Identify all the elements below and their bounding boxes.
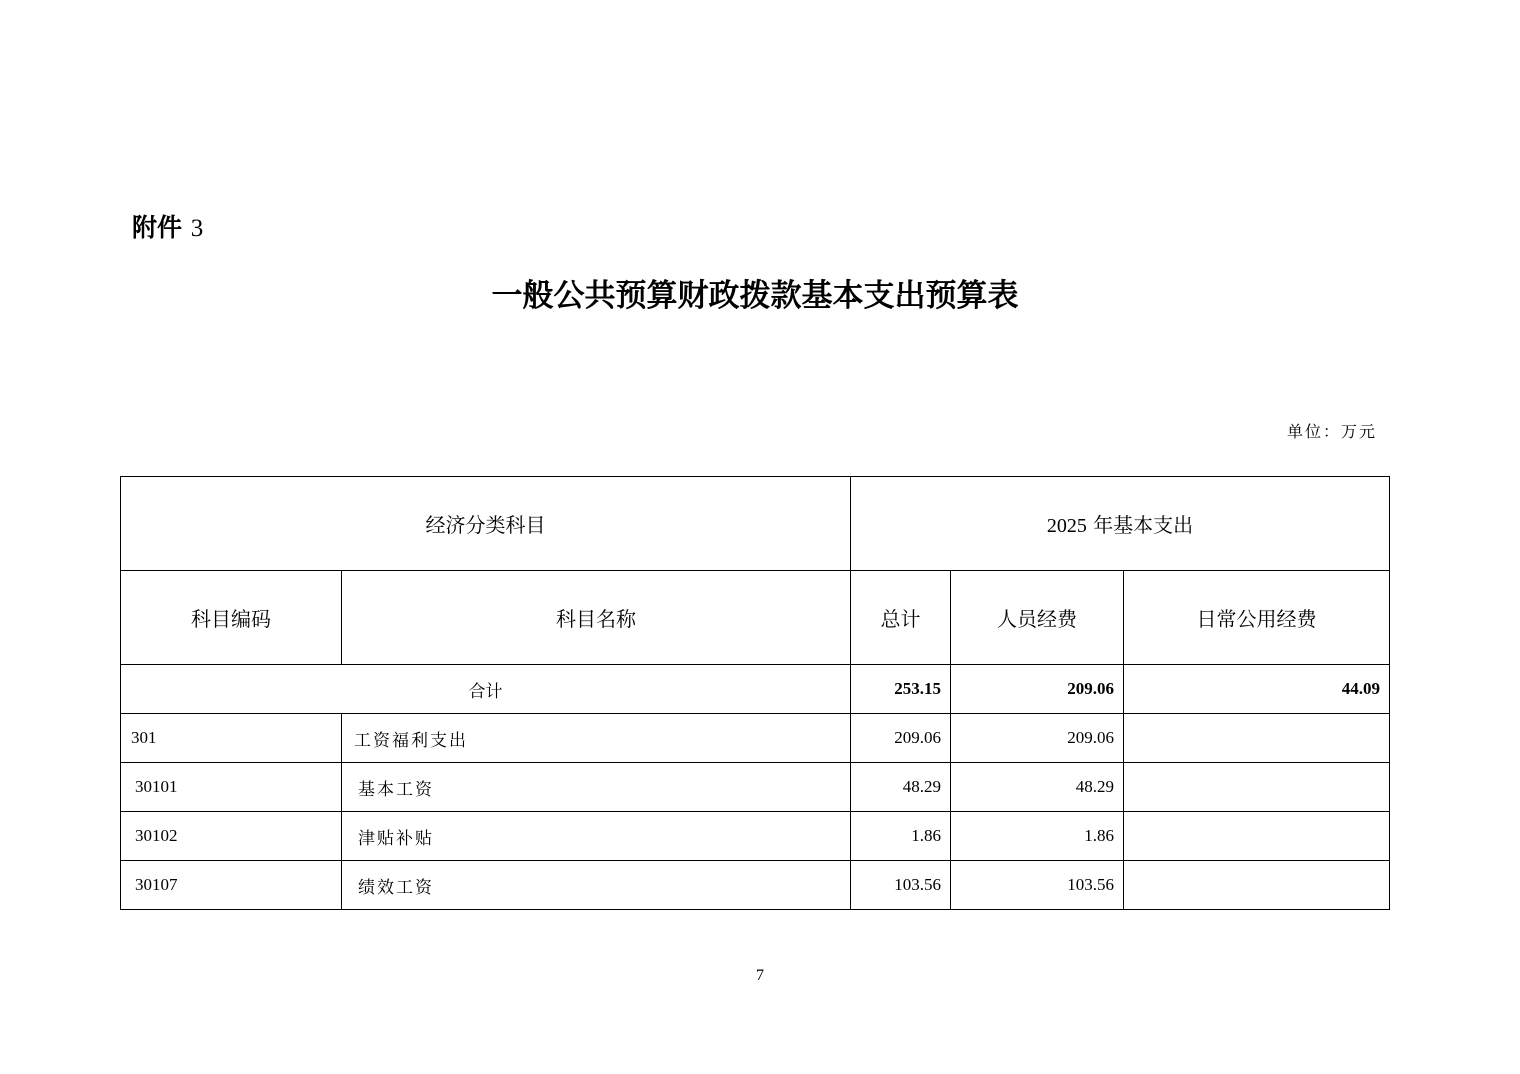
row-public [1124, 812, 1390, 861]
row-code: 301 [121, 714, 342, 763]
column-header-code: 科目编码 [121, 571, 342, 665]
row-personnel: 48.29 [951, 763, 1124, 812]
attachment-label [132, 208, 203, 244]
row-public [1124, 714, 1390, 763]
row-name: 基本工资 [342, 763, 851, 812]
total-label: 合计 [121, 665, 851, 714]
year-suffix: 年基本支出 [1093, 513, 1194, 537]
row-total: 48.29 [851, 763, 951, 812]
total-row [121, 665, 1390, 714]
column-header-public: 日常公用经费 [1124, 571, 1390, 665]
table-row [121, 714, 1390, 763]
column-header-total: 总计 [851, 571, 951, 665]
attachment-prefix: 附件 [132, 213, 183, 242]
row-name: 绩效工资 [342, 861, 851, 910]
table-row [121, 861, 1390, 910]
year-expenditure-header [851, 477, 1390, 571]
total-personnel: 209.06 [951, 665, 1124, 714]
row-total: 103.56 [851, 861, 951, 910]
document-title: 一般公共预算财政拨款基本支出预算表 [491, 278, 1019, 314]
economic-category-header: 经济分类科目 [121, 477, 851, 571]
attachment-number: 3 [190, 215, 204, 242]
row-total: 209.06 [851, 714, 951, 763]
row-name: 工资福利支出 [342, 714, 851, 763]
column-header-name: 科目名称 [342, 571, 851, 665]
row-personnel: 103.56 [951, 861, 1124, 910]
unit-label: 单位：万元 [1286, 422, 1377, 441]
page-number: 7 [756, 967, 764, 984]
group-header-row [121, 477, 1390, 571]
column-header-row [121, 571, 1390, 665]
row-code: 30107 [121, 861, 342, 910]
row-code: 30102 [121, 812, 342, 861]
row-public [1124, 763, 1390, 812]
total-sum: 253.15 [851, 665, 951, 714]
row-personnel: 209.06 [951, 714, 1124, 763]
row-name: 津贴补贴 [342, 812, 851, 861]
budget-table [120, 476, 1390, 910]
row-total: 1.86 [851, 812, 951, 861]
row-code: 30101 [121, 763, 342, 812]
year-number: 2025 [1046, 515, 1087, 537]
total-public: 44.09 [1124, 665, 1390, 714]
row-personnel: 1.86 [951, 812, 1124, 861]
row-public [1124, 861, 1390, 910]
table-row [121, 812, 1390, 861]
table-row [121, 763, 1390, 812]
column-header-personnel: 人员经费 [951, 571, 1124, 665]
